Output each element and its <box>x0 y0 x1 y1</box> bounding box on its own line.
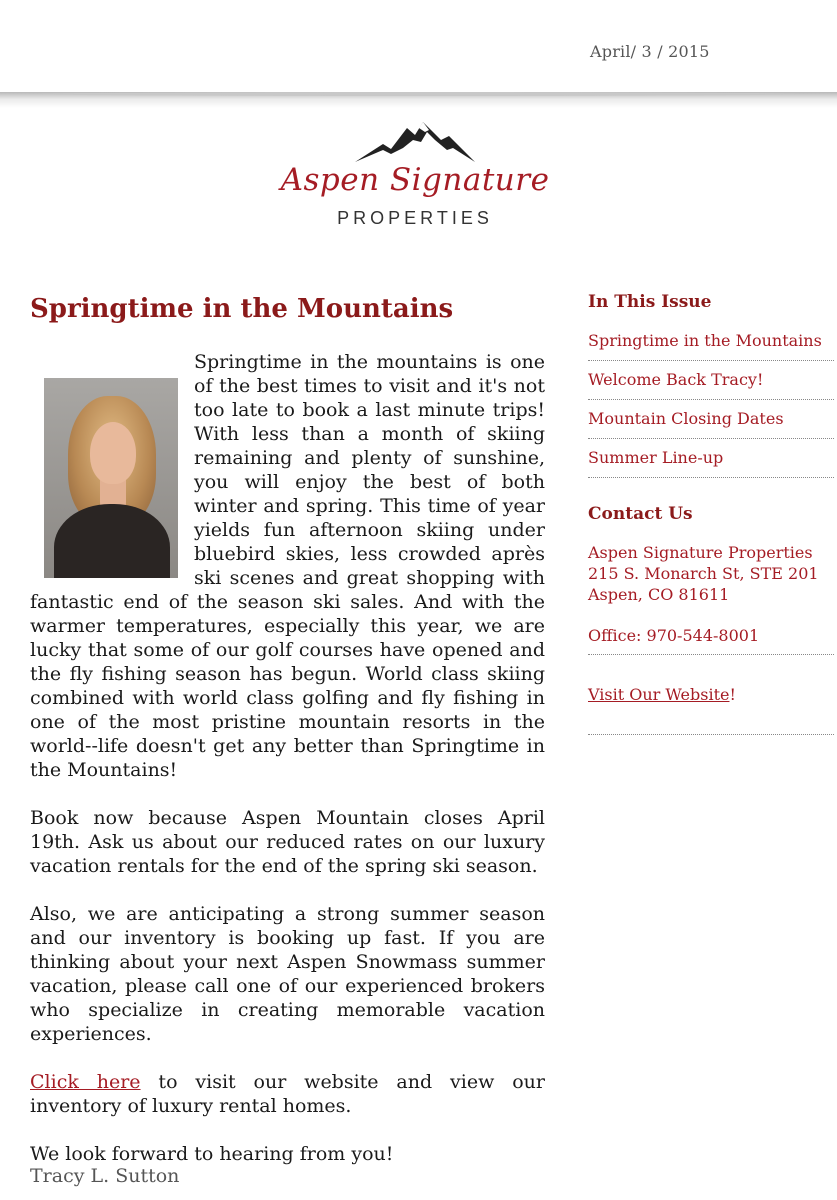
article-headline: Springtime in the Mountains <box>30 294 454 324</box>
author-photo <box>44 378 178 578</box>
contact-section <box>588 504 834 735</box>
sidebar <box>588 292 834 735</box>
visit-suffix: ! <box>729 685 736 704</box>
issue-link-closing-dates[interactable]: Mountain Closing Dates <box>588 408 834 439</box>
contact-heading: Contact Us <box>588 504 693 524</box>
office-phone: Office: 970-544-8001 <box>588 626 834 655</box>
header-shadow-divider <box>0 92 837 108</box>
logo-subtitle: PROPERTIES <box>337 208 493 228</box>
click-here-link[interactable]: Click here <box>30 1071 141 1093</box>
cta-paragraph <box>30 1070 545 1118</box>
contact-address <box>588 542 834 605</box>
issue-link-springtime[interactable]: Springtime in the Mountains <box>588 330 834 361</box>
issue-date: April/ 3 / 2015 <box>590 42 710 61</box>
visit-website-link[interactable]: Visit Our Website <box>588 685 730 704</box>
issue-link-summer-lineup[interactable]: Summer Line-up <box>588 447 834 478</box>
company-name: Aspen Signature Properties <box>588 543 813 562</box>
in-this-issue-heading: In This Issue <box>588 292 712 312</box>
cta-text: to visit our website and view our inventory of luxury rental homes. <box>30 1071 546 1117</box>
article-paragraph: Book now because Aspen Mountain closes April 19th. Ask us about our reduced rates on our luxury vacation rentals for the end of the spring ski season. <box>30 807 545 877</box>
address-line-1: 215 S. Monarch St, STE 201 <box>588 564 819 583</box>
closing-line: We look forward to hearing from you! <box>30 1143 394 1165</box>
article-paragraph: Springtime in the mountains is one of the best times to visit and it's not too late to book a last minute trips! With less than a month of skiing remaining and plenty of sunshine, you will enjoy the best of both winter and spring. This time of year yields fun afternoon skiing under bluebird skies, less crowded après ski scenes and great shopping with fantastic end of the season ski sales. And with the warmer temperatures, especially this year, we are lucky that some of our golf courses have opened and the fly fishing season has begun. World class skiing combined with world class golfing and fly fishing in one of the most pristine mountain resorts in the world--life doesn't get any better than Springtime in the Mountains! <box>30 351 545 781</box>
article-body <box>30 350 545 1166</box>
visit-website <box>588 685 834 735</box>
address-line-2: Aspen, CO 81611 <box>588 585 730 604</box>
issue-link-welcome-back[interactable]: Welcome Back Tracy! <box>588 369 834 400</box>
article <box>30 290 545 1166</box>
company-logo <box>280 118 550 238</box>
article-paragraph: Also, we are anticipating a strong summer season and our inventory is booking up fast. If you are thinking about your next Aspen Snowmass summer vacation, please call one of our experienced brokers who specialize in creating memorable vacation experiences. <box>30 903 545 1045</box>
signature: Tracy L. Sutton <box>30 1165 180 1187</box>
mountain-logo-icon <box>355 118 475 164</box>
logo-script-text: Aspen Signature <box>280 162 550 198</box>
